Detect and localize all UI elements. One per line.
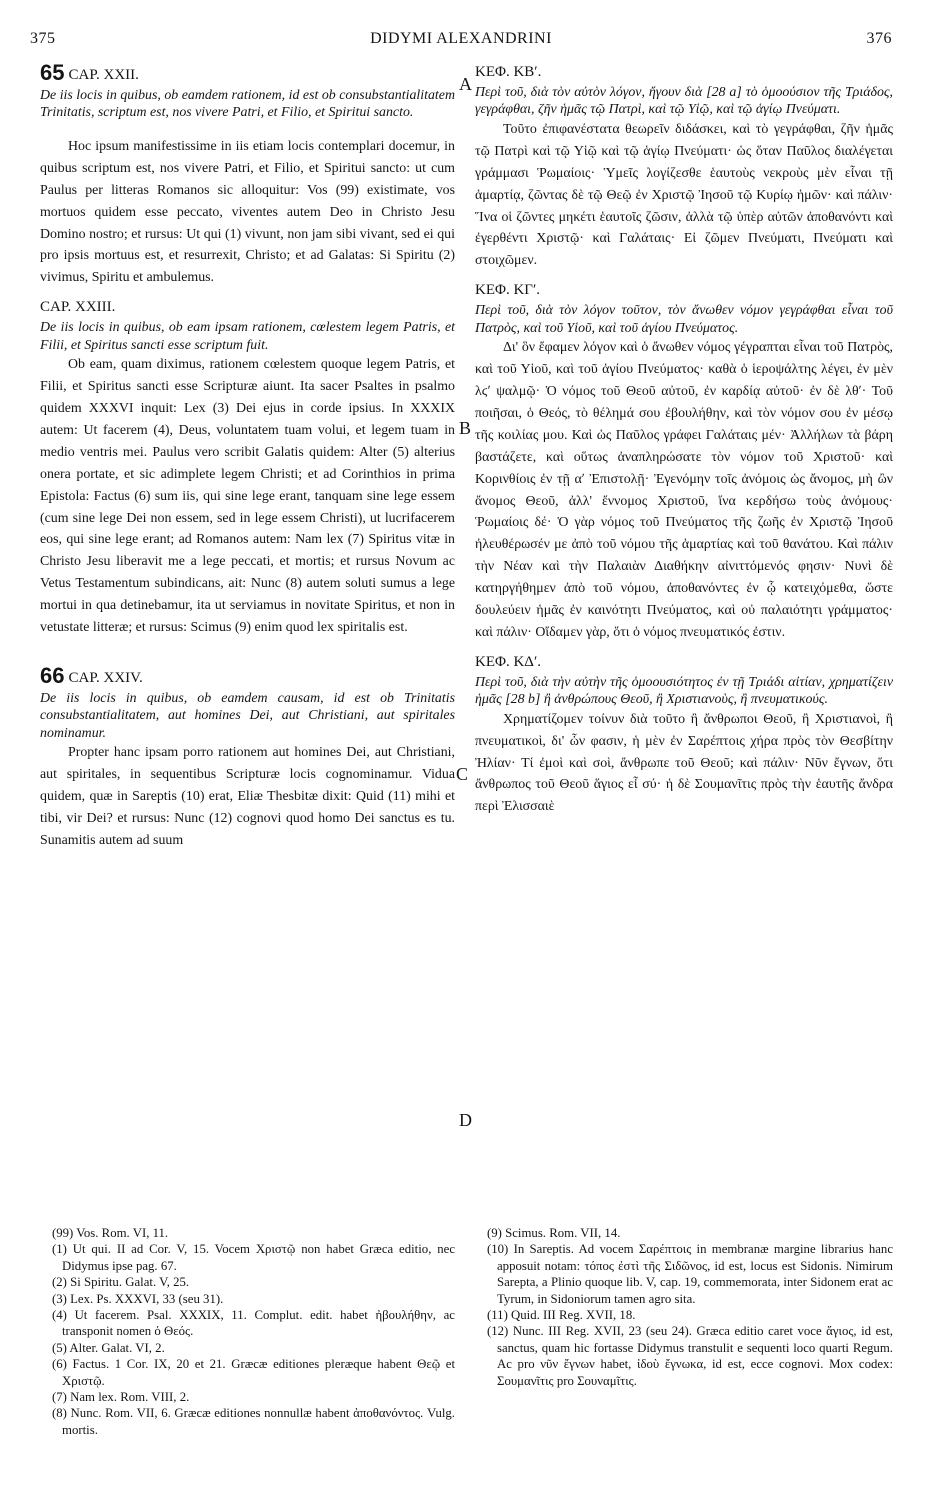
chapter-heading-latin-22 <box>40 62 455 87</box>
chapter-title: CAP. XXIV. <box>68 669 143 686</box>
chapter-summary: De iis locis in quibus, ob eamdem rationem, id est ob consubstantialitatem Trinitatis, scriptum est, nos vivere Patri, et Filio, et Spiritui sancto. <box>40 87 455 121</box>
footnote: (6) Factus. 1 Cor. IX, 20 et 21. Græcæ editiones pleræque habent Θεῷ et Χριστῷ. <box>52 1357 455 1388</box>
footnote: (7) Nam lex. Rom. VIII, 2. <box>52 1390 190 1405</box>
chapter-summary: Περὶ τοῦ, διὰ τὸν λόγον τοῦτον, τὸν ἄνωθεν νόμον γεγράφθαι εἶναι τοῦ Πατρὸς, καὶ τοῦ Υἱοῦ, καὶ τοῦ ἁγίου Πνεύματος. <box>475 303 893 336</box>
footnote: (4) Ut facerem. Psal. XXXIX, 11. Complut. edit. habet ἠβουλήθην, ac transponit nomen ὁ Θεός. <box>52 1308 455 1339</box>
section-number: 66 <box>40 662 65 688</box>
margin-letter-b: B <box>459 418 472 438</box>
running-title: DIDYMI ALEXANDRINI <box>370 30 552 47</box>
footnotes-left <box>40 1225 455 1438</box>
footnote: (5) Alter. Galat. VI, 2. <box>52 1340 165 1355</box>
margin-letter-d: D <box>459 1110 472 1130</box>
chapter-text: Δι' ὃν ἔφαμεν λόγον καὶ ὁ ἄνωθεν νόμος γέγραπται εἶναι τοῦ Πατρὸς, καὶ τοῦ Υἱοῦ, καὶ τοῦ ἁγίου Πνεύματος· καθὰ ὁ ἱεροψάλτης λέγει, ἐν μὲν λϛʹ ψαλμῷ· Ὁ νόμος τοῦ Θεοῦ αὐτοῦ, ἐν καρδίᾳ αὐτοῦ· ἐν δὲ λθʹ· Τοῦ ποιῆσαι, ὁ Θεός, τὸ θέλημά σου ἐβουλήθην, καὶ τὸν νόμον σου ἐν μέσῳ τῆς κοιλίας μου. Καὶ ὡς Παῦλος γράφει Γαλάταις μέν· Ἀλλήλων τὰ βάρη βαστάζετε, καὶ οὕτως ἀναπληρώσατε τὸν νόμον τοῦ Χριστοῦ· καὶ Κορινθίοις ἐν τῇ αʹ Ἐπιστολῇ· Ἐγενόμην τοῖς ἀνόμοις ὡς ἄνομος, μὴ ὢν ἄνομος Θεοῦ, ἀλλ' ἔννομος Χριστοῦ, ἵνα κερδήσω τοὺς ἀνόμους· Ῥωμαίοις δέ· Ὁ γὰρ νόμος τοῦ Πνεύματος τῆς ζωῆς ἐν Χριστῷ Ἰησοῦ ἠλευθέρωσέν με ἀπὸ τοῦ νόμου τῆς ἁμαρτίας καὶ τοῦ θανάτου. Καὶ πάλιν τὴν Νέαν καὶ τὴν Παλαιὰν Διαθήκην αἰνιττόμενός φησιν· Νυνὶ δὲ κατηργήθημεν ἀπὸ τοῦ νόμου, ἀποθανόντες ἐν ᾧ κατειχόμεθα, ὥστε δουλεύειν ἡμᾶς ἐν καινότητι Πνεύματος, καὶ οὐ παλαιότητι γράμματος· καὶ πάλιν· Οἴδαμεν γὰρ, ὅτι ὁ νόμος πνευματικός ἐστιν. <box>475 340 893 640</box>
footnote: (11) Quid. III Reg. XVII, 18. <box>487 1308 636 1323</box>
chapter-text: Propter hanc ipsam porro rationem aut homines Dei, aut Christiani, aut spiritales, in sequentibus Scripturæ locis cognominamur. Vidua quidem, quæ in Sareptis (10) erat, Eliæ Thesbitæ dixit: Quid (11) mihi et tibi, vir Dei? et rursus: Nunc (12) cognovi quod homo Dei sanctus es tu. Sunamitis autem ad suum <box>40 745 455 848</box>
chapter-title: CAP. XXIII. <box>40 299 116 316</box>
page-number-right: 376 <box>866 30 892 47</box>
chapter-heading-greek-23: ΚΕΦ. ΚΓʹ. <box>475 282 540 299</box>
page-number-left: 375 <box>30 30 56 47</box>
margin-letter-c: C <box>456 764 469 784</box>
footnote: (9) Scimus. Rom. VII, 14. <box>487 1226 621 1240</box>
chapter-summary: Περὶ τοῦ, διὰ τὴν αὐτὴν τῆς ὁμοουσιότητος ἐν τῇ Τριάδι αἰτίαν, χρηματίζειν ἡμᾶς [28 b] ἢ ἀνθρώπους Θεοῦ, ἢ Χριστιανοὺς, ἢ πνευματικούς. <box>475 674 893 708</box>
footnote: (2) Si Spiritu. Galat. V, 25. <box>52 1275 190 1290</box>
chapter-text: Hoc ipsum manifestissime in iis etiam locis contemplari docemur, in quibus scriptum est, nos vivere Patri, et Filio, et Spiritui sancto: ut cum Paulus per litteras Romanos sic alloquitur: Vos (99) existimate, vos mortuos quidem esse peccato, viventes autem Deo in Christo Jesu Domino nostro; et rursus: Ut qui (1) vivunt, non jam sibi vivant, sed ei qui pro ipsis mortuus est, et resurrexit, Christo; et ad Galatas: Si Spiritu (2) vivimus, Spiritu et ambulemus. <box>40 138 455 286</box>
chapter-summary: De iis locis in quibus, ob eamdem causam, id est ob Trinitatis consubstantialitatem, aut homines Dei, aut Christiani, aut spiritales nominamur. <box>40 690 455 741</box>
footnote: (12) Nunc. III Reg. XVII, 23 (seu 24). Græca editio caret voce ἅγιος, id est, sanctus, quam hic fortasse Didymus transtulit e sequenti loco quarti Regum. Ac pro νῦν ἔγνων habet, ἰδοὺ ἔγνωκα, id est, ecce cognovi. Mox codex: Σουμανῖτις pro Σουναμῖτις. <box>487 1324 893 1388</box>
page-header <box>30 30 892 54</box>
latin-column <box>40 62 455 852</box>
footnote: (8) Nunc. Rom. VII, 6. Græcæ editiones nonnullæ habent ἀποθανόντος. Vulg. mortis. <box>52 1406 455 1437</box>
chapter-text: Χρηματίζομεν τοίνυν διὰ τοῦτο ἢ ἄνθρωποι Θεοῦ, ἢ Χριστιανοὶ, ἢ πνευματικοὶ, δι' ὧν φασιν, ἡ μὲν ἐν Σαρέπτοις χήρα πρὸς τὸν Θεσβίτην Ἠλίαν· Τί ἐμοὶ καὶ σοὶ, ἄνθρωπε τοῦ Θεοῦ; καὶ πάλιν· Νῦν ἔγνων, ὅτι ἄνθρωπος τοῦ Θεοῦ ἅγιος εἶ σύ· ἡ δὲ Σουμανῖτις πρὸς τὴν ἑαυτῆς ἄνδρα περὶ Ἐλισσαιὲ <box>475 711 893 815</box>
section-number: 65 <box>40 60 65 85</box>
margin-letter-a: A <box>459 74 472 94</box>
chapter-text: Τοῦτο ἐπιφανέστατα θεωρεῖν διδάσκει, καὶ τὸ γεγράφθαι, ζῆν ἡμᾶς τῷ Πατρὶ καὶ τῷ Υἱῷ καὶ τῷ ἁγίῳ Πνεύματι· ὡς ὅταν Παῦλος διαλέγεται γράμμασι Ῥωμαίοις· Ὑμεῖς λογίζεσθε ἑαυτοὺς νεκροὺς μὲν εἶναι τῇ ἁμαρτίᾳ, ζῶντας δὲ τῷ Θεῷ ἐν Χριστῷ Ἰησοῦ τῷ Κυρίῳ ἡμῶν· καὶ πάλιν· Ἵνα οἱ ζῶντες μηκέτι ἑαυτοῖς ζῶσιν, ἀλλὰ τῷ ὑπὲρ αὐτῶν ἀποθανόντι καὶ ἐγερθέντι Χριστῷ· καὶ Γαλάταις· Εἰ ζῶμεν Πνεύματι, Πνεύματι καὶ στοιχῶμεν. <box>475 121 893 269</box>
chapter-heading-latin-24 <box>40 662 455 690</box>
chapter-heading-greek-24: ΚΕΦ. ΚΔʹ. <box>475 653 541 670</box>
greek-column <box>475 62 893 818</box>
chapter-text: Ob eam, quam diximus, rationem cœlestem quoque legem Patris, et Filii, et Spiritus sancti esse Scripturæ aiunt. Ita sacer Psaltes in psalmo quidem XXXVI inquit: Lex (3) Dei ejus in corde ipsius. In XXXIX autem: Ut facerem (4), Deus, voluntatem tuam volui, et legem tuam in medio ventris mei. Paulus vero scribit Galatis quidem: Alter (5) alterius onera portate, et sic adimplete legem Christi; et ad Corinthios in prima Epistola: Factus (6) sum iis, qui sine lege erant, tanquam sine lege essem (cum sine lege Dei non essem, sed in lege essem Christi), ut lucrifacerem eos, qui sine lege erant; ad Romanos autem: Nam lex (7) Spiritus vitæ in Christo Jesu liberavit me a lege peccati, et mortis; et rursus Novum ac Vetus Testamentum subindicans, ait: Nunc (8) autem soluti sumus a lege mortui in qua detinebamur, ita ut serviamus in novitate Spiritus, et non in vetustate litteræ; et rursus: Scimus (9) enim quod lex spiritalis est. <box>40 357 455 636</box>
footnotes-right <box>475 1225 893 1389</box>
footnote: (3) Lex. Ps. XXXVI, 33 (seu 31). <box>52 1291 224 1306</box>
chapter-heading-latin-23 <box>40 297 455 319</box>
chapter-title: CAP. XXII. <box>68 67 139 83</box>
footnote: (99) Vos. Rom. VI, 11. <box>52 1226 169 1240</box>
footnote: (10) In Sareptis. Ad vocem Σαρέπτοις in membranæ margine librarius hanc apposuit notam: τόπος ἐστὶ τῆς Σιδῶνος, id est, locus est Sidonis. Nimirum Sarepta, a Plinio quoque lib. V, cap. 19, commemorata, inter Sidonem erat ac Tyrum, in Sidoniorum tamen agro sita. <box>487 1242 893 1306</box>
chapter-summary: Περὶ τοῦ, διὰ τὸν αὐτὸν λόγον, ἤγουν διὰ [28 a] τὸ ὁμοούσιον τῆς Τριάδος, γεγράφθαι, ζῆν ἡμᾶς τῷ Πατρὶ, καὶ τῷ Υἱῷ, καὶ τῷ ἁγίῳ Πνεύματι. <box>475 84 893 118</box>
footnote: (1) Ut qui. II ad Cor. V, 15. Vocem Χριστῷ non habet Græca editio, nec Didymus ipse pag. 67. <box>52 1242 455 1273</box>
chapter-heading-greek-22: ΚΕΦ. ΚΒʹ. <box>475 64 542 80</box>
chapter-summary: De iis locis in quibus, ob eam ipsam rationem, cœlestem legem Patris, et Filii, et Spiritus sancti esse scriptum fuit. <box>40 320 455 353</box>
